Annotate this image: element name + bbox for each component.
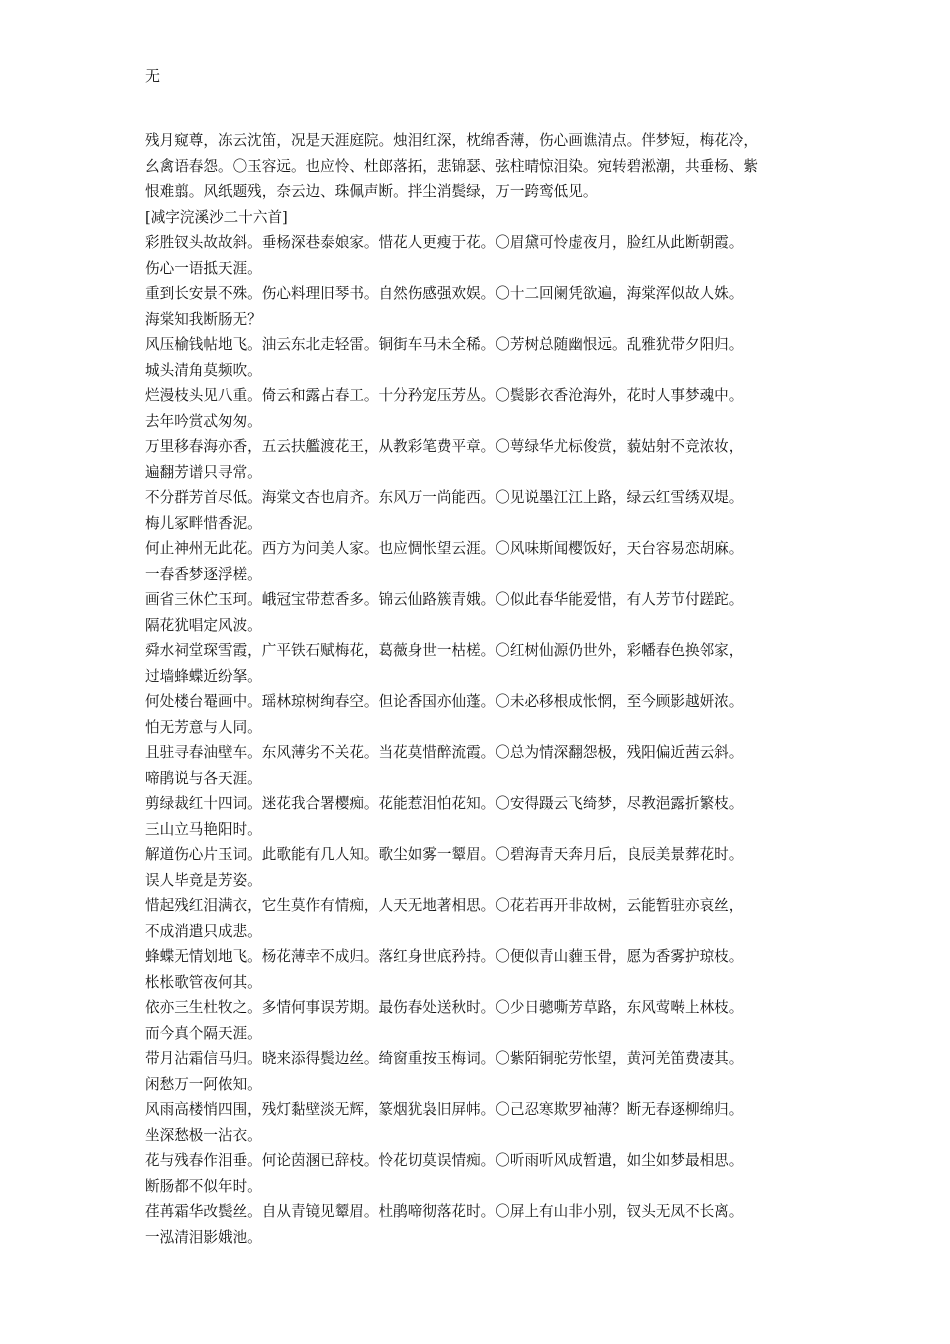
page-header: 无 — [145, 67, 161, 85]
poem-line: 带月沾霜信马归。晓来添得鬓边丝。绮窗重按玉梅词。〇紫陌铜驼劳怅望，黄河羌笛费凄其。 — [145, 1050, 744, 1067]
poem-entry — [145, 842, 813, 893]
poem-line: 枨枨歌管夜何其。 — [145, 973, 262, 991]
poem-entry — [145, 1199, 813, 1250]
poem-entry — [145, 893, 813, 944]
poem-line: 城头清角莫频吹。 — [145, 361, 262, 379]
poem-entry — [145, 230, 813, 281]
poem-entry — [145, 638, 813, 689]
poem-line: 舜水祠堂琛雪霞，广平铁石赋梅花，葛薇身世一枯槎。〇红树仙源仍世外，彩幡春色换邻家， — [145, 642, 744, 659]
poem-line: 重到长安景不殊。伤心料理旧琴书。自然伤感强欢娱。〇十二回阑凭欲遍，海棠浑似故人姝。 — [145, 285, 744, 302]
poem-line: 一春香梦逐浮槎。 — [145, 565, 262, 583]
poem-line: 依亦三生杜牧之。多情何事误芳期。最伤春处送秋时。〇少日骢嘶芳草路，东风莺啭上林枝。 — [145, 999, 744, 1016]
poem-line: 而今真个隔天涯。 — [145, 1024, 262, 1042]
poem-line: 梅儿冢畔惜香泥。 — [145, 514, 262, 532]
poem-entry — [145, 1097, 813, 1148]
poem-line: 惜起残红泪满衣，它生莫作有情痴，人天无地著相思。〇花若再开非故树，云能暂驻亦哀丝， — [145, 897, 744, 914]
intro-line: 幺禽语春怨。〇玉容远。也应怜、杜郎落拓，悲锦瑟、弦柱晴惊泪染。宛转碧淞潮，共垂杨、紫 — [145, 157, 758, 175]
poem-line: 蜂蝶无情划地飞。杨花薄幸不成归。落红身世底矜持。〇便似青山薶玉骨，愿为香雾护琼枝。 — [145, 948, 744, 965]
poem-line: 荏苒霜华改鬓丝。自从青镜见颦眉。杜鹃啼彻落花时。〇屏上有山非小别，钗头无凤不长离。 — [145, 1203, 744, 1220]
poem-line: 花与残春作泪垂。何论茵溷已辞枝。怜花切莫误情痴。〇听雨听风成暂遣，如尘如梦最相思。 — [145, 1152, 744, 1169]
poem-line: 何处楼台罨画中。瑶林琼树绚春空。但论香国亦仙蓬。〇未必移根成怅惘，至今顾影越妍浓。 — [145, 693, 744, 710]
poem-entry — [145, 1046, 813, 1097]
poem-line: 去年吟赏忒匆匆。 — [145, 412, 262, 430]
poem-line: 坐深愁极一沾衣。 — [145, 1126, 262, 1144]
section-title — [145, 205, 813, 231]
intro-line: 残月窥尊，冻云沈笛，况是天涯庭院。烛泪红深，枕绵香薄，伤心画谯清点。伴梦短，梅花冷， — [145, 132, 758, 149]
poem-line: 误人毕竟是芳姿。 — [145, 871, 262, 889]
poem-line: 隔花犹唱定风波。 — [145, 616, 262, 634]
poem-line: 海棠知我断肠无？ — [145, 310, 262, 328]
poem-entry — [145, 740, 813, 791]
poem-entry — [145, 944, 813, 995]
poem-entry — [145, 689, 813, 740]
poem-list — [145, 230, 813, 1250]
poem-entry — [145, 383, 813, 434]
poem-line: 不成消遣只成悲。 — [145, 922, 262, 940]
poem-entry — [145, 332, 813, 383]
poem-line: 三山立马艳阳时。 — [145, 820, 262, 838]
poem-line: 断肠都不似年时。 — [145, 1177, 262, 1195]
poem-line: 万里移春海亦香，五云扶艦渡花王，从教彩笔费平章。〇萼绿华尤标俊赏，藐姑射不竞浓妆， — [145, 438, 744, 455]
poem-line: 闲愁万一阿侬知。 — [145, 1075, 262, 1093]
poem-line: 风雨高楼悄四围，残灯黏壁淡无辉，篆烟犹袅旧屏帏。〇己忍寒欺罗袖薄？断无春逐柳绵归。 — [145, 1101, 744, 1118]
poem-line: 啼鹃说与各天涯。 — [145, 769, 262, 787]
document-body — [145, 128, 813, 1250]
poem-entry — [145, 281, 813, 332]
poem-line: 不分群芳首尽低。海棠文杏也肩齐。东风万一尚能西。〇见说墨江江上路，绿云红雪绣双堤。 — [145, 489, 744, 506]
poem-line: 过墙蜂蝶近纷拏。 — [145, 667, 262, 685]
poem-entry — [145, 434, 813, 485]
poem-entry — [145, 587, 813, 638]
poem-line: 何止神州无此花。西方为问美人家。也应惆怅望云涯。〇风味斯闻樱饭好，天台容易恋胡麻。 — [145, 540, 744, 557]
poem-line: 怕无芳意与人同。 — [145, 718, 262, 736]
section-title-text: [减字浣溪沙二十六首] — [145, 208, 288, 226]
poem-entry — [145, 1148, 813, 1199]
poem-line: 烂漫枝头见八重。倚云和露占春工。十分矜宠压芳丛。〇鬓影衣香沧海外，花时人事梦魂中。 — [145, 387, 744, 404]
poem-entry — [145, 485, 813, 536]
poem-entry — [145, 536, 813, 587]
poem-line: 彩胜钗头故故斜。垂杨深巷泰娘家。惜花人更瘦于花。〇眉黛可怜虚夜月，脸红从此断朝霞。 — [145, 234, 744, 251]
poem-entry — [145, 995, 813, 1046]
poem-line: 遍翻芳谱只寻常。 — [145, 463, 262, 481]
poem-line: 画省三休伫玉珂。峨冠宝带惹香多。锦云仙路簇青娥。〇似此春华能爱惜，有人芳节付蹉跎。 — [145, 591, 744, 608]
poem-line: 解道伤心片玉词。此歌能有几人知。歌尘如雾一颦眉。〇碧海青天奔月后，良辰美景葬花时。 — [145, 846, 744, 863]
poem-line: 风压榆钱帖地飞。油云东北走轻雷。铜街车马未全稀。〇芳树总随幽恨远。乱雅犹带夕阳归。 — [145, 336, 744, 353]
poem-entry — [145, 791, 813, 842]
poem-line: 且驻寻春油壁车。东风薄劣不关花。当花莫惜醉流霞。〇总为情深翻怨极，残阳偏近茜云斜。 — [145, 744, 744, 761]
poem-line: 一泓清泪影娥池。 — [145, 1228, 262, 1246]
intro-line: 恨难翦。风纸题残，奈云边、珠佩声断。拌尘消鬓绿，万一跨鸾低见。 — [145, 183, 598, 200]
intro-paragraph — [145, 128, 813, 205]
poem-line: 伤心一语抵天涯。 — [145, 259, 262, 277]
poem-line: 剪绿裁红十四词。迷花我合署樱痴。花能惹泪怕花知。〇安得蹑云飞绮梦，尽教浥露折繁枝。 — [145, 795, 744, 812]
